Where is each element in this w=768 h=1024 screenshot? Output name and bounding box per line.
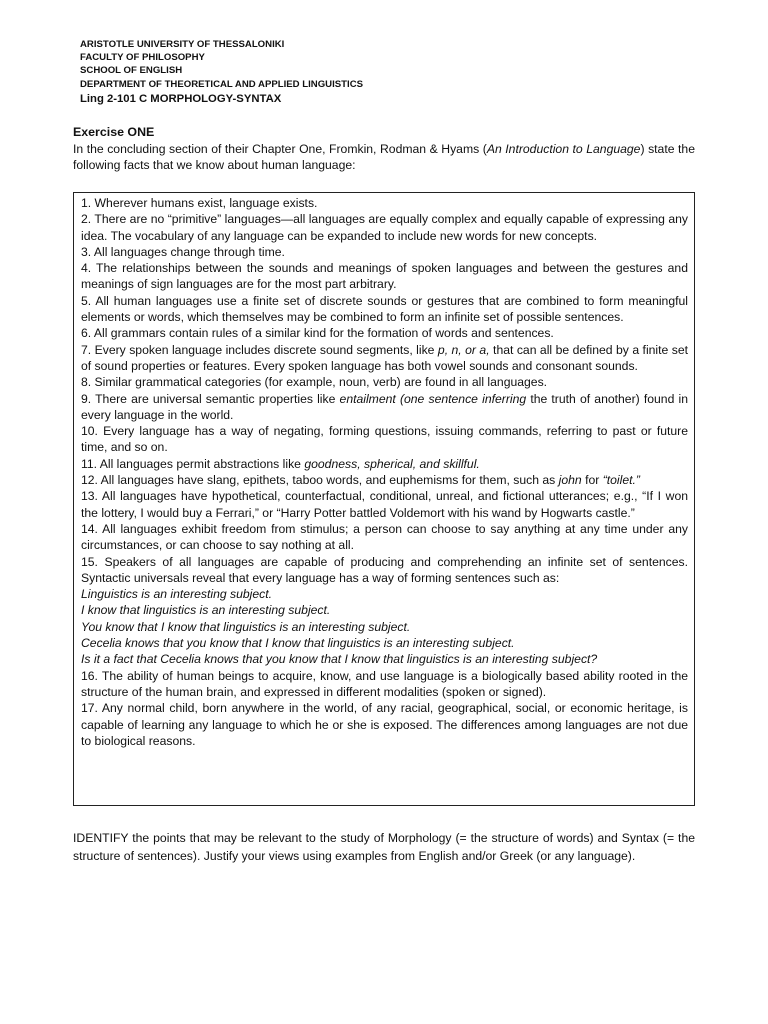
faculty-name: FACULTY OF PHILOSOPHY (80, 52, 205, 64)
fact-17: 17. Any normal child, born anywhere in the world, of any racial, geographical, social, or economic heritage, is capable of learning any language to which he or she is exposed. The differences among languages are not due to biological reasons. (81, 701, 688, 748)
fact-9-italic: entailment (one sentence inferring (339, 391, 527, 406)
fact-12-italic-toilet: “toilet.” (602, 473, 640, 488)
example-sentence-1: Linguistics is an interesting subject. (81, 587, 273, 602)
school-name: SCHOOL OF ENGLISH (80, 65, 183, 77)
fact-7-text-a: 7. Every spoken language includes discrete sound segments, like (81, 342, 438, 357)
fact-14: 14. All languages exhibit freedom from stimulus; a person can choose to say anything at any time under any circumstances, or can choose to say nothing at all. (81, 521, 688, 553)
language-facts-box (73, 192, 695, 806)
exercise-section (73, 124, 695, 174)
fact-1: 1. Wherever humans exist, language exists. (81, 196, 318, 210)
example-sentence-2: I know that linguistics is an interesting subject. (81, 603, 331, 618)
example-sentence-5: Is it a fact that Cecelia knows that you know that I know that linguistics is an interesting subject? (81, 652, 598, 667)
fact-7-text-b: that can all be defined by a finite set of sound properties or features. Every spoken language has both vowel sounds and consonant sounds. (81, 342, 689, 373)
example-sentence-3: You know that I know that linguistics is an interesting subject. (81, 619, 411, 634)
fact-12-text-b: for (581, 473, 603, 488)
task-instructions: IDENTIFY the points that may be relevant to the study of Morphology (= the structure of words) and Syntax (= the structure of sentences). Justify your views using examples from English and/or Greek (or any language). (73, 831, 695, 863)
fact-7 (81, 342, 688, 375)
fact-7-italic: p, n, or a, (437, 342, 490, 357)
intro-text-after: ) state the following facts that we know about human language: (73, 142, 695, 173)
fact-11 (81, 456, 688, 472)
fact-16: 16. The ability of human beings to acquire, know, and use language is a biologically based ability rooted in the structure of the human brain, and expressed in different modalities (spoken or signed). (81, 668, 688, 699)
fact-9 (81, 391, 688, 424)
fact-12-text-a: 12. All languages have slang, epithets, taboo words, and euphemisms for them, such as (81, 473, 559, 488)
document-header (80, 38, 680, 107)
exercise-title: Exercise ONE (73, 125, 155, 139)
fact-8: 8. Similar grammatical categories (for example, noun, verb) are found in all languages. (81, 375, 548, 390)
fact-2: 2. There are no “primitive” languages—all languages are equally complex and equally capable of expressing any idea. The vocabulary of any language can be expanded to include new words for new concepts. (81, 212, 688, 243)
department-name: DEPARTMENT OF THEORETICAL AND APPLIED LINGUISTICS (80, 78, 364, 90)
example-sentence-4: Cecelia knows that you know that I know that linguistics is an interesting subject. (81, 636, 515, 651)
fact-13: 13. All languages have hypothetical, counterfactual, conditional, unreal, and fictional utterances; e.g., “If I won the lottery, I would buy a Ferrari,” or “Harry Potter battled Voldemort with his wand by Hogwarts castle.” (81, 489, 688, 520)
fact-9-text-b: the truth of another) found in every language in the world. (81, 391, 688, 422)
fact-12-italic-john: john (558, 473, 582, 488)
fact-11-text: 11. All languages permit abstractions like (81, 456, 305, 471)
exercise-intro (73, 141, 695, 174)
intro-text-before: In the concluding section of their Chapter One, Fromkin, Rodman & Hyams ( (73, 142, 487, 156)
fact-10: 10. Every language has a way of negating, forming questions, issuing commands, referring to past or future time, and so on. (81, 424, 688, 455)
fact-5: 5. All human languages use a finite set of discrete sounds or gestures that are combined to form meaningful elements or words, which themselves may be combined to form an infinite set of possible sentences. (81, 293, 688, 325)
fact-15: 15. Speakers of all languages are capable of producing and comprehending an infinite set of sentences. Syntactic universals reveal that every language has a way of forming sentences such as: (81, 554, 688, 585)
fact-12 (81, 472, 688, 488)
fact-11-italic: goodness, spherical, and skillful. (304, 456, 480, 471)
book-title: An Introduction to Language (486, 142, 641, 156)
fact-4: 4. The relationships between the sounds and meanings of spoken languages and between the gestures and meanings of sign languages are for the most part arbitrary. (81, 261, 688, 292)
course-title: Ling 2-101 C MORPHOLOGY-SYNTAX (80, 92, 282, 105)
fact-6: 6. All grammars contain rules of a similar kind for the formation of words and sentences. (81, 326, 554, 341)
fact-9-text-a: 9. There are universal semantic properties like (81, 391, 340, 406)
fact-3: 3. All languages change through time. (81, 244, 285, 259)
university-name: ARISTOTLE UNIVERSITY OF THESSALONIKI (80, 39, 285, 50)
